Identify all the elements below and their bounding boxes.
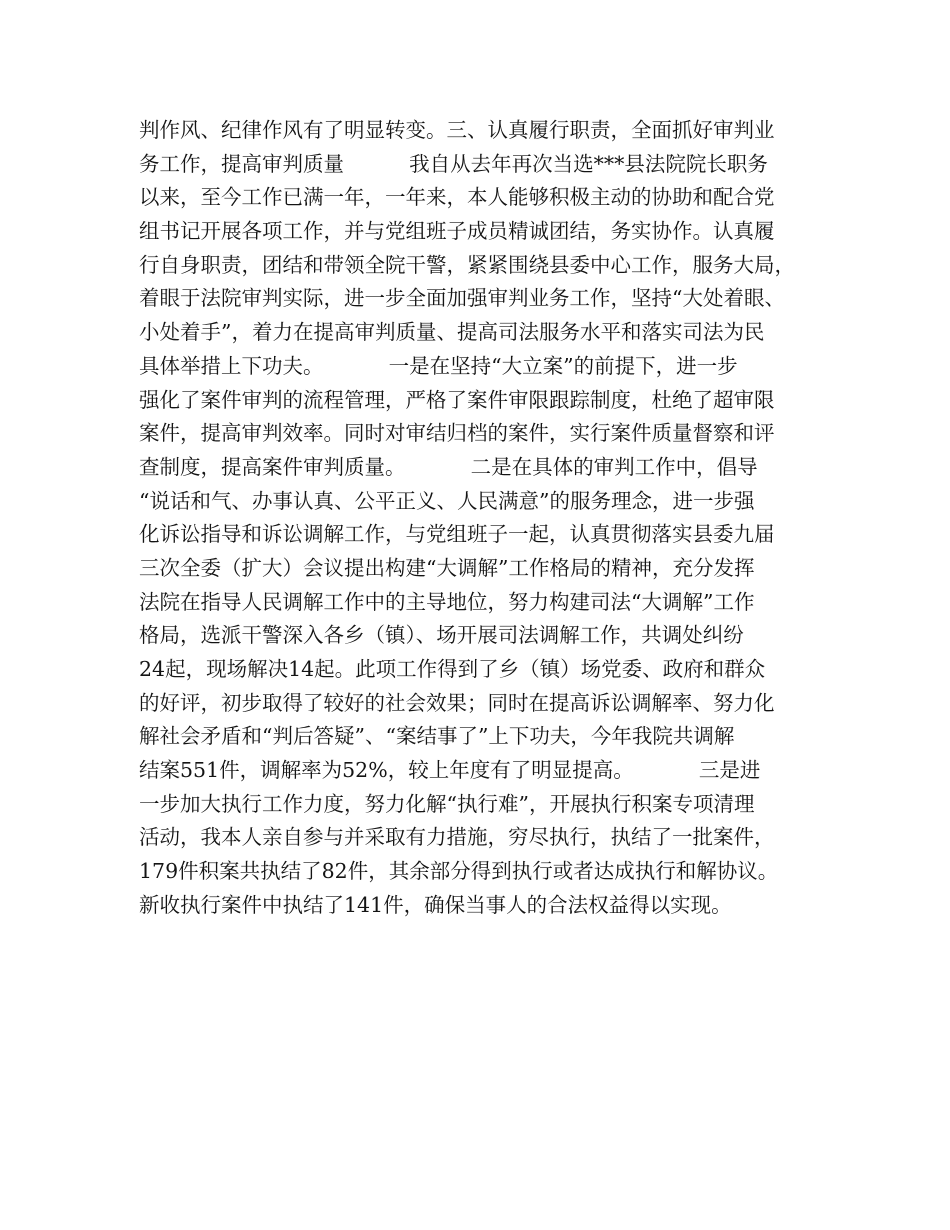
text-line: 活动，我本人亲自参与并采取有力措施，穷尽执行，执结了一批案件， — [139, 825, 775, 850]
text-line: 24起，现场解决14起。此项工作得到了乡（镇）场党委、政府和群众 — [139, 657, 766, 681]
text-line: 查制度，提高案件审判质量。 二是在具体的审判工作中，倡导 — [139, 454, 758, 479]
text-line: 着眼于法院审判实际，进一步全面加强审判业务工作，坚持“大处着眼、 — [139, 286, 785, 311]
text-line: 化诉讼指导和诉讼调解工作，与党组班子一起，认真贯彻落实县委九届 — [139, 522, 775, 547]
text-line: 强化了案件审判的流程管理，严格了案件审限跟踪制度，杜绝了超审限 — [139, 387, 775, 412]
text-line: 179件积案共执结了82件，其余部分得到执行或者达成执行和解协议。 — [139, 859, 779, 884]
text-line: 组书记开展各项工作，并与党组班子成员精诚团结，务实协作。认真履 — [139, 219, 775, 244]
text-line: 判作风、纪律作风有了明显转变。三、认真履行职责，全面抓好审判业 — [139, 118, 775, 142]
text-line: 格局，选派干警深入各乡（镇）、场开展司法调解工作，共调处纠纷 — [139, 623, 744, 648]
text-line: 的好评，初步取得了较好的社会效果；同时在提高诉讼调解率、努力化 — [139, 690, 775, 715]
text-line: 解社会矛盾和“判后答疑”、“案结事了”上下功夫，今年我院共调解 — [139, 724, 735, 749]
text-line: 三次全委（扩大）会议提出构建“大调解”工作格局的精神，充分发挥 — [139, 555, 755, 580]
text-line: 小处着手”，着力在提高审判质量、提高司法服务水平和落实司法为民 — [139, 320, 765, 345]
text-line: 结案551件，调解率为52%，较上年度有了明显提高。 三是进 — [139, 758, 761, 783]
text-line: “说话和气、办事认真、公平正义、人民满意”的服务理念，进一步强 — [139, 488, 755, 513]
body-text — [139, 114, 829, 923]
text-line: 法院在指导人民调解工作中的主导地位，努力构建司法“大调解”工作 — [139, 589, 755, 614]
text-line: 一步加大执行工作力度，努力化解“执行难”，开展执行积案专项清理 — [139, 791, 755, 816]
text-line: 务工作，提高审判质量 我自从去年再次当选***县法院院长职务 — [139, 151, 768, 176]
text-line: 新收执行案件中执结了141件，确保当事人的合法权益得以实现。 — [139, 892, 732, 917]
text-line: 行自身职责，团结和带领全院干警，紧紧围绕县委中心工作，服务大局， — [139, 252, 795, 277]
text-line: 具体举措上下功夫。 一是在坚持“大立案”的前提下，进一步 — [139, 353, 738, 378]
text-line: 以来，至今工作已满一年，一年来，本人能够积极主动的协助和配合党 — [139, 185, 775, 210]
text-line: 案件，提高审判效率。同时对审结归档的案件，实行案件质量督察和评 — [139, 421, 775, 446]
